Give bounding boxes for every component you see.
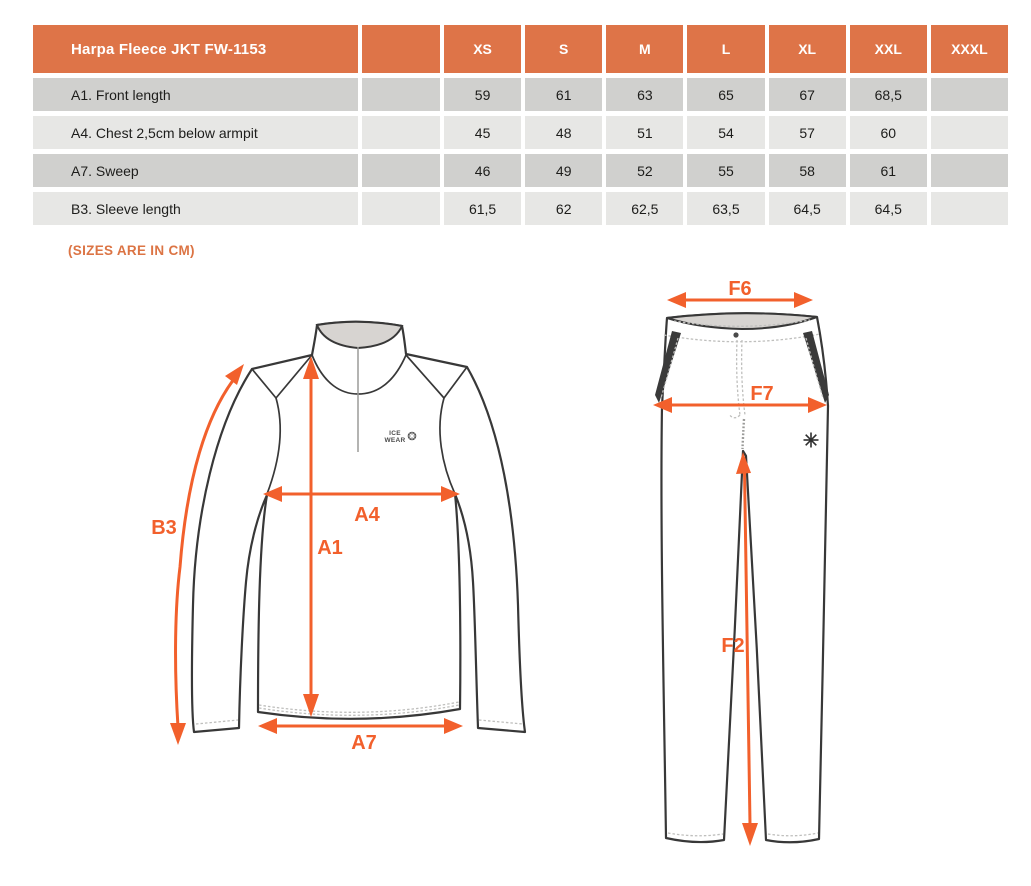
size-header-l: L [687,25,764,73]
size-header-xxxl: XXXL [931,25,1008,73]
f7-label: F7 [750,383,774,405]
table-title: Harpa Fleece JKT FW-1153 [33,25,358,73]
row-label-chest: A4. Chest 2,5cm below armpit [33,116,358,149]
value-cell [931,192,1008,225]
value-cell: 55 [687,154,764,187]
row-label-front-length: A1. Front length [33,78,358,111]
value-cell: 60 [850,116,927,149]
value-cell: 58 [769,154,846,187]
value-cell: 64,5 [850,192,927,225]
size-header-xxl: XXL [850,25,927,73]
value-cell: 48 [525,116,602,149]
value-cell: 49 [525,154,602,187]
waist-button [733,332,738,337]
snowflake-icon [408,432,417,441]
f2-label: F2 [721,635,745,657]
value-cell: 59 [444,78,521,111]
size-header-m: M [606,25,683,73]
value-cell: 62 [525,192,602,225]
row-label-sweep: A7. Sweep [33,154,358,187]
header-spacer-cell [362,25,440,73]
a7-label: A7 [351,732,377,754]
value-cell: 61 [850,154,927,187]
icewear-logo-text-bottom: WEAR [384,437,406,444]
value-cell: 54 [687,116,764,149]
sizes-in-cm-note: (SIZES ARE IN CM) [68,243,195,258]
value-cell: 67 [769,78,846,111]
value-cell: 52 [606,154,683,187]
value-cell: 63,5 [687,192,764,225]
value-cell: 63 [606,78,683,111]
value-cell: 65 [687,78,764,111]
value-cell [931,116,1008,149]
spacer-cell [362,78,440,111]
value-cell [931,78,1008,111]
value-cell: 68,5 [850,78,927,111]
jacket-diagram [130,280,570,780]
size-header-s: S [525,25,602,73]
value-cell: 64,5 [769,192,846,225]
crotch-seam [743,419,745,449]
value-cell: 45 [444,116,521,149]
value-cell: 51 [606,116,683,149]
spacer-cell [362,116,440,149]
spacer-cell [362,192,440,225]
a1-label: A1 [317,537,343,559]
a4-label: A4 [354,504,380,526]
snowflake-icon [804,433,819,448]
value-cell: 61,5 [444,192,521,225]
row-label-sleeve-length: B3. Sleeve length [33,192,358,225]
value-cell: 62,5 [606,192,683,225]
size-header-xl: XL [769,25,846,73]
value-cell: 61 [525,78,602,111]
b3-label: B3 [151,517,177,539]
value-cell: 57 [769,116,846,149]
size-table [33,25,1008,225]
icewear-logo-text-top: ICE [389,430,401,437]
spacer-cell [362,154,440,187]
pants-diagram [620,278,880,868]
value-cell [931,154,1008,187]
f6-label: F6 [728,278,752,300]
size-header-xs: XS [444,25,521,73]
value-cell: 46 [444,154,521,187]
